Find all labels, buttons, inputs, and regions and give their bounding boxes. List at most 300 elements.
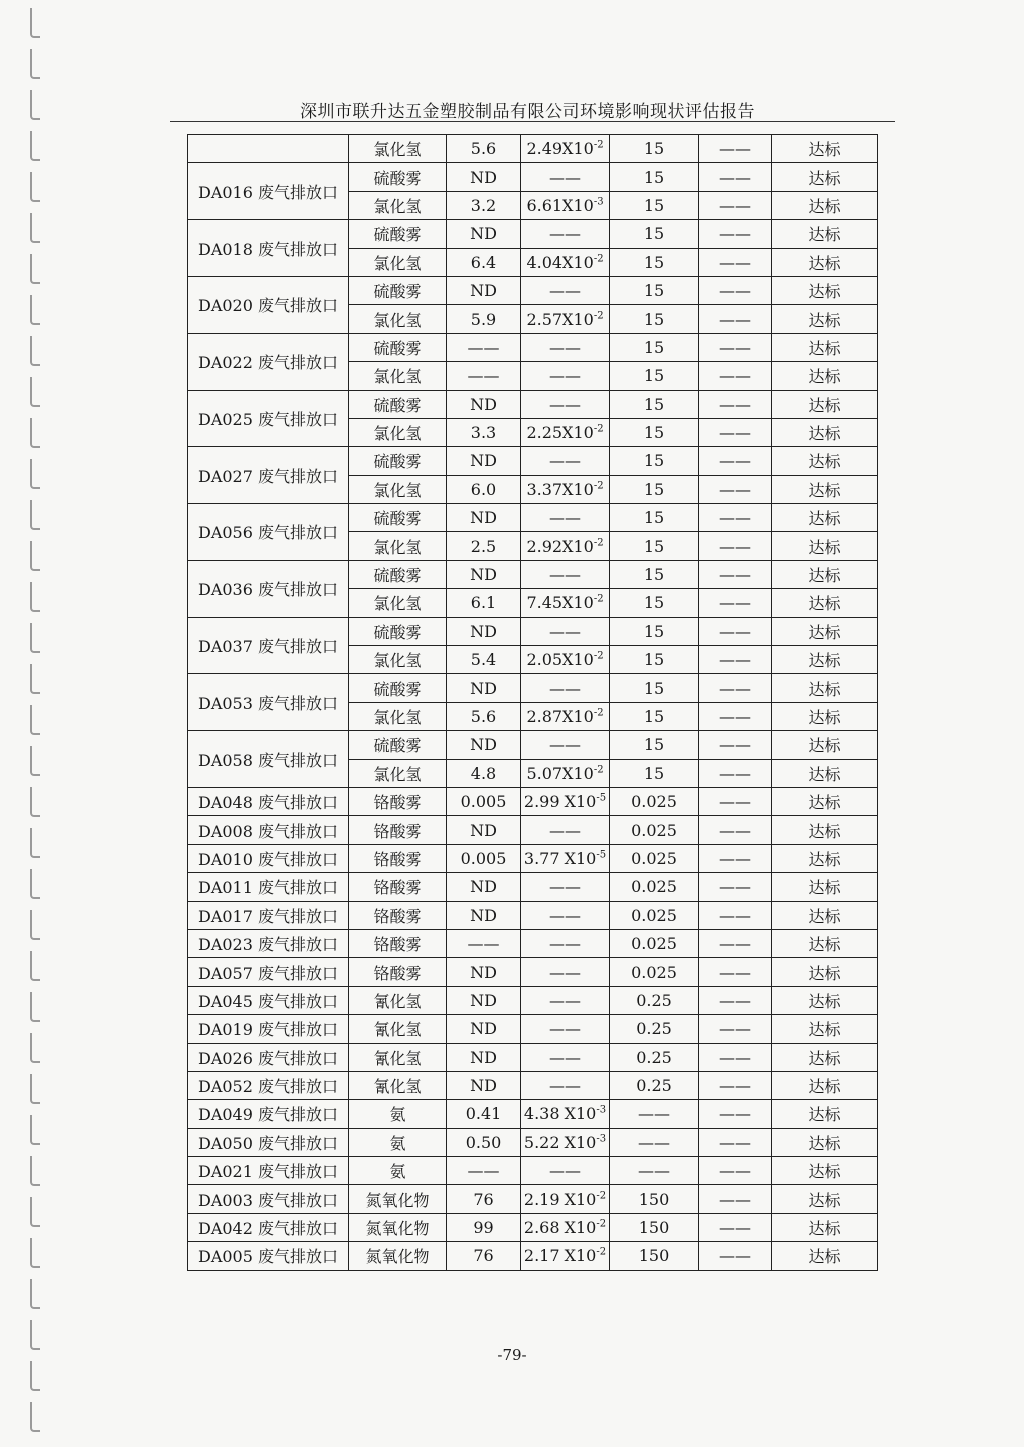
result-cell: 达标 [772,759,878,787]
rate-limit-cell: —— [699,418,772,446]
rate-limit-cell: —— [699,759,772,787]
emission-rate-base: —— [549,678,581,698]
outlet-cell: DA005 废气排放口 [188,1242,349,1270]
outlet-cell: DA058 废气排放口 [188,731,349,788]
result-cell: 达标 [772,560,878,588]
emission-rate-exponent: -2 [593,707,604,719]
result-cell: 达标 [772,674,878,702]
rate-limit-cell: —— [699,1071,772,1099]
concentration-limit-cell: 0.025 [610,929,699,957]
emission-rate-cell [521,617,610,645]
emission-rate-cell [521,759,610,787]
binding-hole [30,459,40,489]
table-row [188,163,878,191]
result-cell: 达标 [772,958,878,986]
outlet-cell: DA017 废气排放口 [188,901,349,929]
concentration-limit-cell: 0.025 [610,873,699,901]
emission-rate-base: —— [549,990,581,1010]
concentration-cell: —— [447,1157,521,1185]
concentration-cell: ND [447,674,521,702]
outlet-cell: DA018 废气排放口 [188,220,349,277]
rate-limit-cell: —— [699,1100,772,1128]
emission-rate-cell [521,901,610,929]
table-row [188,1157,878,1185]
pollutant-cell: 氯化氢 [349,418,447,446]
table-row [188,844,878,872]
rate-limit-cell: —— [699,1185,772,1213]
emission-rate-cell [521,844,610,872]
concentration-cell: 3.3 [447,418,521,446]
concentration-limit-cell: —— [610,1100,699,1128]
emission-rate-cell [521,929,610,957]
concentration-limit-cell: 0.025 [610,844,699,872]
binding-hole [30,1115,40,1145]
concentration-cell: —— [447,362,521,390]
concentration-limit-cell: 150 [610,1213,699,1241]
binding-hole [30,746,40,776]
pollutant-cell: 氨 [349,1100,447,1128]
emission-rate-cell [521,1043,610,1071]
emission-rate-base: —— [549,877,581,897]
pollutant-cell: 硫酸雾 [349,447,447,475]
table-row [188,504,878,532]
table-row [188,787,878,815]
emission-rate-cell [521,1213,610,1241]
rate-limit-cell: —— [699,617,772,645]
concentration-cell: 76 [447,1185,521,1213]
pollutant-cell: 铬酸雾 [349,787,447,815]
emission-rate-cell [521,532,610,560]
result-cell: 达标 [772,1128,878,1156]
pollutant-cell: 硫酸雾 [349,674,447,702]
table-row [188,731,878,759]
concentration-limit-cell: 0.025 [610,901,699,929]
binding-hole [30,1197,40,1227]
binding-hole [30,172,40,202]
pollutant-cell: 氯化氢 [349,362,447,390]
emission-rate-cell [521,1128,610,1156]
pollutant-cell: 氮氧化物 [349,1213,447,1241]
binding-holes [30,0,48,1447]
emission-rate-exponent: -2 [593,537,604,549]
concentration-limit-cell: 0.025 [610,958,699,986]
rate-limit-cell: —— [699,1213,772,1241]
concentration-limit-cell: 15 [610,248,699,276]
result-cell: 达标 [772,135,878,163]
emission-rate-base: —— [549,621,581,641]
rate-limit-cell: —— [699,276,772,304]
rate-limit-cell: —— [699,702,772,730]
binding-hole [30,500,40,530]
concentration-cell: ND [447,986,521,1014]
outlet-cell: DA023 废气排放口 [188,929,349,957]
concentration-limit-cell: 0.25 [610,1043,699,1071]
emission-rate-base: —— [549,1161,581,1181]
binding-hole [30,336,40,366]
outlet-cell: DA016 废气排放口 [188,163,349,220]
emission-rate-exponent: -2 [593,423,604,435]
emission-rate-cell [521,646,610,674]
emission-rate-base: 2.19 X10 [523,1189,597,1209]
result-cell: 达标 [772,418,878,446]
concentration-cell: ND [447,504,521,532]
concentration-limit-cell: 15 [610,305,699,333]
emission-rate-base: 2.49X10 [526,139,594,159]
outlet-cell: DA053 废气排放口 [188,674,349,731]
result-cell: 达标 [772,362,878,390]
pollutant-cell: 铬酸雾 [349,844,447,872]
rate-limit-cell: —— [699,447,772,475]
outlet-cell: DA008 废气排放口 [188,816,349,844]
concentration-cell: 76 [447,1242,521,1270]
table-row [188,816,878,844]
emission-rate-base: —— [549,451,581,471]
emission-rate-cell [521,958,610,986]
pollutant-cell: 氨 [349,1157,447,1185]
concentration-limit-cell: —— [610,1157,699,1185]
pollutant-cell: 硫酸雾 [349,560,447,588]
result-cell: 达标 [772,617,878,645]
concentration-limit-cell: 15 [610,560,699,588]
pollutant-cell: 氯化氢 [349,191,447,219]
rate-limit-cell: —— [699,1015,772,1043]
concentration-cell: ND [447,617,521,645]
outlet-cell: DA003 废气排放口 [188,1185,349,1213]
emission-rate-exponent: -5 [596,849,607,861]
concentration-cell: ND [447,390,521,418]
emission-rate-cell [521,447,610,475]
pollutant-cell: 氰化氢 [349,1015,447,1043]
binding-hole [30,992,40,1022]
emission-rate-exponent: -2 [596,1247,607,1259]
emission-rate-cell [521,504,610,532]
binding-hole [30,377,40,407]
emission-rate-cell [521,362,610,390]
rate-limit-cell: —— [699,135,772,163]
outlet-cell: DA050 废气排放口 [188,1128,349,1156]
table-row [188,617,878,645]
binding-hole [30,1402,40,1432]
emission-rate-exponent: -2 [593,594,604,606]
pollutant-cell: 铬酸雾 [349,901,447,929]
table-row [188,1043,878,1071]
header-divider [170,121,895,122]
emission-monitoring-table [187,134,878,1271]
concentration-cell: 5.6 [447,702,521,730]
binding-hole [30,705,40,735]
pollutant-cell: 氯化氢 [349,589,447,617]
binding-hole [30,787,40,817]
emission-rate-base: 7.45X10 [526,593,594,613]
result-cell: 达标 [772,929,878,957]
concentration-cell: 6.0 [447,475,521,503]
rate-limit-cell: —— [699,844,772,872]
emission-rate-cell [521,390,610,418]
emission-rate-cell [521,731,610,759]
table-row [188,929,878,957]
emission-rate-exponent: -2 [596,1190,607,1202]
emission-rate-exponent: -2 [593,139,604,151]
emission-rate-base: 5.07X10 [526,763,594,783]
result-cell: 达标 [772,220,878,248]
concentration-limit-cell: 0.025 [610,816,699,844]
emission-rate-cell [521,220,610,248]
emission-rate-base: 4.38 X10 [523,1104,597,1124]
emission-rate-exponent: -2 [593,310,604,322]
concentration-cell: —— [447,333,521,361]
result-cell: 达标 [772,333,878,361]
binding-hole [30,910,40,940]
concentration-limit-cell: 0.025 [610,787,699,815]
concentration-cell: ND [447,873,521,901]
concentration-cell: 5.4 [447,646,521,674]
concentration-cell: 5.6 [447,135,521,163]
result-cell: 达标 [772,191,878,219]
result-cell: 达标 [772,475,878,503]
concentration-cell: ND [447,220,521,248]
emission-rate-base: —— [549,224,581,244]
table-row [188,1100,878,1128]
concentration-limit-cell: 15 [610,532,699,560]
outlet-cell: DA026 废气排放口 [188,1043,349,1071]
result-cell: 达标 [772,589,878,617]
pollutant-cell: 氯化氢 [349,475,447,503]
rate-limit-cell: —— [699,475,772,503]
pollutant-cell: 硫酸雾 [349,276,447,304]
rate-limit-cell: —— [699,248,772,276]
binding-hole [30,1033,40,1063]
concentration-limit-cell: 0.25 [610,1015,699,1043]
outlet-cell: DA036 废气排放口 [188,560,349,617]
emission-rate-base: 2.57X10 [526,309,594,329]
emission-rate-cell [521,589,610,617]
concentration-limit-cell: 15 [610,589,699,617]
rate-limit-cell: —— [699,901,772,929]
binding-hole [30,131,40,161]
table-row [188,986,878,1014]
rate-limit-cell: —— [699,1043,772,1071]
rate-limit-cell: —— [699,787,772,815]
concentration-cell: 4.8 [447,759,521,787]
emission-rate-cell [521,333,610,361]
emission-rate-base: —— [549,366,581,386]
rate-limit-cell: —— [699,873,772,901]
concentration-limit-cell: 15 [610,220,699,248]
outlet-cell: DA052 废气排放口 [188,1071,349,1099]
pollutant-cell: 铬酸雾 [349,873,447,901]
rate-limit-cell: —— [699,958,772,986]
pollutant-cell: 氯化氢 [349,305,447,333]
outlet-cell: DA057 废气排放口 [188,958,349,986]
rate-limit-cell: —— [699,646,772,674]
pollutant-cell: 氯化氢 [349,702,447,730]
result-cell: 达标 [772,390,878,418]
pollutant-cell: 硫酸雾 [349,731,447,759]
emission-rate-cell [521,702,610,730]
concentration-limit-cell: 15 [610,674,699,702]
emission-rate-base: 3.37X10 [526,479,594,499]
result-cell: 达标 [772,305,878,333]
concentration-limit-cell: 15 [610,475,699,503]
concentration-cell: ND [447,1043,521,1071]
result-cell: 达标 [772,163,878,191]
emission-rate-cell [521,1100,610,1128]
concentration-cell: ND [447,958,521,986]
rate-limit-cell: —— [699,1128,772,1156]
emission-rate-base: —— [549,281,581,301]
rate-limit-cell: —— [699,333,772,361]
result-cell: 达标 [772,447,878,475]
emission-rate-base: —— [549,508,581,528]
binding-hole [30,869,40,899]
table-row [188,560,878,588]
result-cell: 达标 [772,1242,878,1270]
emission-rate-base: —— [549,394,581,414]
concentration-cell: 0.50 [447,1128,521,1156]
emission-rate-base: —— [549,735,581,755]
result-cell: 达标 [772,702,878,730]
binding-hole [30,295,40,325]
table-row [188,901,878,929]
concentration-limit-cell: —— [610,1128,699,1156]
emission-rate-cell [521,1185,610,1213]
emission-rate-exponent: -3 [596,1133,607,1145]
result-cell: 达标 [772,901,878,929]
pollutant-cell: 硫酸雾 [349,617,447,645]
rate-limit-cell: —— [699,220,772,248]
rate-limit-cell: —— [699,1157,772,1185]
concentration-cell: ND [447,1015,521,1043]
table-row [188,674,878,702]
pollutant-cell: 硫酸雾 [349,163,447,191]
table-row [188,1015,878,1043]
emission-rate-exponent: -5 [596,792,607,804]
emission-rate-cell [521,560,610,588]
emission-rate-base: 5.22 X10 [523,1132,597,1152]
result-cell: 达标 [772,1015,878,1043]
rate-limit-cell: —— [699,929,772,957]
result-cell: 达标 [772,646,878,674]
emission-rate-cell [521,986,610,1014]
emission-rate-exponent: -2 [593,253,604,265]
concentration-limit-cell: 15 [610,163,699,191]
binding-hole [30,254,40,284]
concentration-limit-cell: 15 [610,646,699,674]
emission-rate-cell [521,135,610,163]
emission-rate-exponent: -3 [593,196,604,208]
concentration-cell: ND [447,731,521,759]
concentration-limit-cell: 15 [610,759,699,787]
pollutant-cell: 硫酸雾 [349,390,447,418]
binding-hole [30,1156,40,1186]
concentration-limit-cell: 15 [610,276,699,304]
concentration-limit-cell: 0.25 [610,986,699,1014]
page-header-title: 深圳市联升达五金塑胶制品有限公司环境影响现状评估报告 [300,102,755,122]
rate-limit-cell: —— [699,504,772,532]
concentration-cell: ND [447,163,521,191]
table-row [188,333,878,361]
pollutant-cell: 硫酸雾 [349,504,447,532]
binding-hole [30,8,40,38]
emission-rate-base: 2.68 X10 [523,1218,597,1238]
outlet-cell: DA042 废气排放口 [188,1213,349,1241]
concentration-cell: ND [447,901,521,929]
binding-hole [30,541,40,571]
emission-rate-cell [521,1157,610,1185]
emission-rate-base: —— [549,934,581,954]
table-row [188,220,878,248]
concentration-cell: 2.5 [447,532,521,560]
outlet-cell: DA049 废气排放口 [188,1100,349,1128]
pollutant-cell: 氮氧化物 [349,1242,447,1270]
pollutant-cell: 氰化氢 [349,986,447,1014]
concentration-limit-cell: 15 [610,447,699,475]
concentration-cell: ND [447,276,521,304]
result-cell: 达标 [772,1100,878,1128]
emission-rate-base: —— [549,1019,581,1039]
outlet-cell: DA010 废气排放口 [188,844,349,872]
concentration-cell: 5.9 [447,305,521,333]
concentration-cell: 0.005 [447,787,521,815]
outlet-cell: DA056 废气排放口 [188,504,349,561]
emission-rate-base: —— [549,962,581,982]
binding-hole [30,664,40,694]
emission-rate-base: —— [549,1047,581,1067]
pollutant-cell: 氰化氢 [349,1043,447,1071]
emission-rate-cell [521,1071,610,1099]
emission-rate-base: 2.87X10 [526,707,594,726]
result-cell: 达标 [772,1157,878,1185]
pollutant-cell: 氯化氢 [349,646,447,674]
concentration-limit-cell: 15 [610,418,699,446]
emission-rate-base: 3.77 X10 [523,848,597,868]
rate-limit-cell: —— [699,532,772,560]
outlet-cell: DA048 废气排放口 [188,787,349,815]
concentration-limit-cell: 15 [610,135,699,163]
result-cell: 达标 [772,787,878,815]
concentration-limit-cell: 0.25 [610,1071,699,1099]
outlet-cell: DA021 废气排放口 [188,1157,349,1185]
rate-limit-cell: —— [699,1242,772,1270]
rate-limit-cell: —— [699,390,772,418]
emission-rate-base: —— [549,1076,581,1096]
pollutant-cell: 硫酸雾 [349,333,447,361]
table-row [188,1185,878,1213]
outlet-cell: DA037 废气排放口 [188,617,349,674]
concentration-cell: 6.4 [447,248,521,276]
pollutant-cell: 氯化氢 [349,248,447,276]
table-row [188,1213,878,1241]
outlet-cell: DA019 废气排放口 [188,1015,349,1043]
result-cell: 达标 [772,504,878,532]
emission-rate-base: —— [549,565,581,585]
emission-rate-base: —— [549,337,581,357]
concentration-cell: —— [447,929,521,957]
binding-hole [30,828,40,858]
table-row [188,276,878,304]
result-cell: 达标 [772,844,878,872]
pollutant-cell: 氨 [349,1128,447,1156]
concentration-limit-cell: 15 [610,731,699,759]
binding-hole [30,1238,40,1268]
binding-hole [30,1074,40,1104]
binding-hole [30,213,40,243]
concentration-cell: 99 [447,1213,521,1241]
outlet-cell: DA022 废气排放口 [188,333,349,390]
rate-limit-cell: —— [699,589,772,617]
emission-rate-exponent: -2 [596,1218,607,1230]
emission-rate-cell [521,305,610,333]
